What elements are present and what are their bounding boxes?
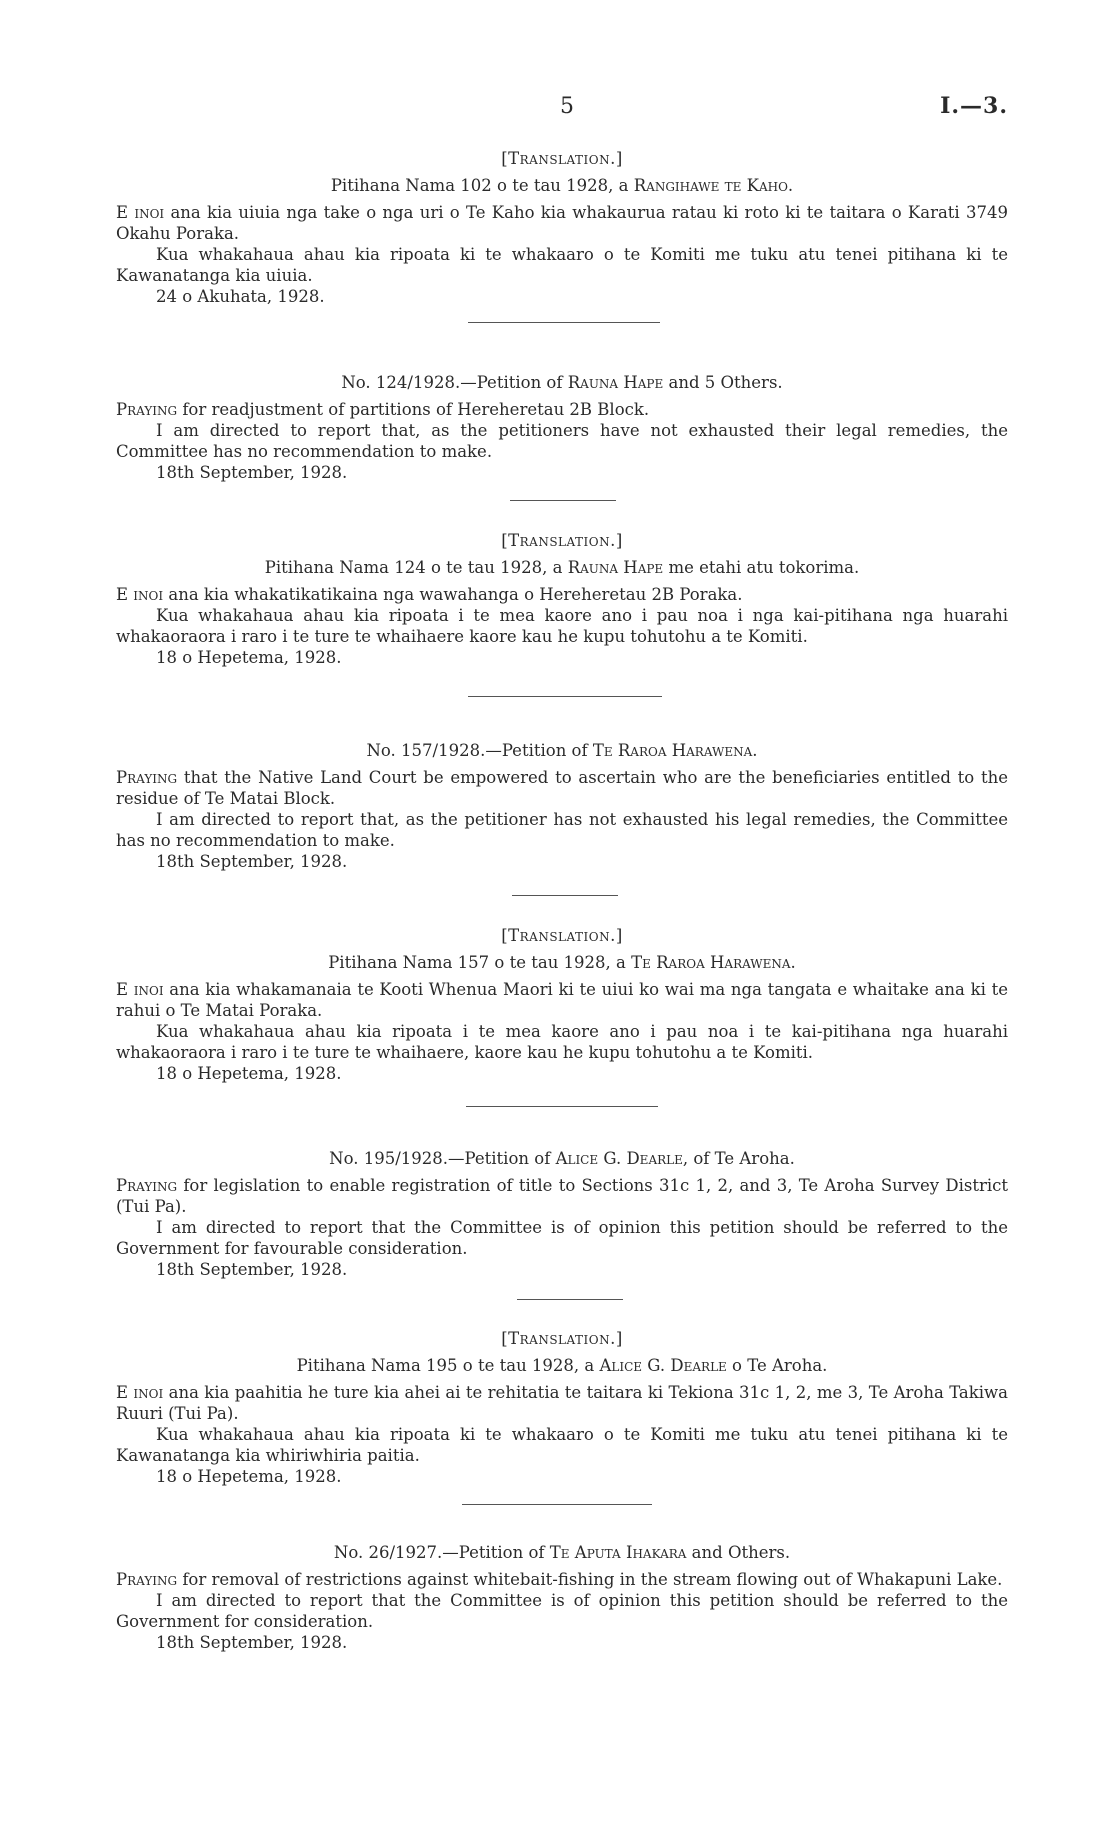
section-divider <box>510 500 616 501</box>
report-paragraph: I am directed to report that, as the petitioner has not exhausted his legal remedies, the Committee has no recommendation to make. <box>116 810 1008 850</box>
section-divider <box>468 696 662 697</box>
section-translation-102 <box>116 148 1008 307</box>
prayer-paragraph: Praying for legislation to enable registration of title to Sections 31c 1, 2, and 3, Te Aroha Survey District (Tui Pa). <box>116 1176 1008 1216</box>
section-translation-157 <box>116 925 1008 1084</box>
document-reference: I.—3. <box>940 93 1008 119</box>
report-paragraph: Kua whakahaua ahau kia ripoata ki te whakaaro o te Komiti me tuku atu tenei pitihana ki te Kawanatanga kia whiriwhiria paitia. <box>116 1425 1008 1465</box>
prayer-paragraph: E inoi ana kia uiuia nga take o nga uri o Te Kaho kia whakaurua ratau ki roto ki te taitara o Karati 3749 Okahu Poraka. <box>116 203 1008 243</box>
page-header <box>0 93 1114 126</box>
section-divider <box>512 895 618 896</box>
section-divider <box>462 1504 652 1505</box>
section-title: Pitihana Nama 124 o te tau 1928, a Rauna Hape me etahi atu tokorima. <box>264 558 860 577</box>
section-petition-124 <box>116 372 1008 483</box>
section-title: Pitihana Nama 102 o te tau 1928, a Rangihawe te Kaho. <box>330 176 794 195</box>
report-paragraph: Kua whakahaua ahau kia ripoata i te mea kaore ano i pau noa i nga kai-pitihana nga huarahi whakaoraora i raro i te ture te whaihaere kaore kau he kupu tohutohu a te Komiti. <box>116 606 1008 646</box>
section-date: 18 o Hepetema, 1928. <box>156 648 342 667</box>
section-title: No. 195/1928.—Petition of Alice G. Dearle, of Te Aroha. <box>329 1149 795 1168</box>
section-date: 18 o Hepetema, 1928. <box>156 1064 342 1083</box>
report-paragraph: I am directed to report that the Committee is of opinion this petition should be referred to the Government for consideration. <box>116 1591 1008 1631</box>
section-date: 24 o Akuhata, 1928. <box>156 287 325 306</box>
page-number: 5 <box>560 94 574 119</box>
section-title: No. 26/1927.—Petition of Te Aputa Ihakara and Others. <box>333 1543 791 1562</box>
section-date: 18th September, 1928. <box>156 1633 348 1652</box>
section-date: 18th September, 1928. <box>156 1260 348 1279</box>
prayer-paragraph: Praying that the Native Land Court be empowered to ascertain who are the beneficiaries entitled to the residue of Te Matai Block. <box>116 768 1008 808</box>
translation-label: [Translation.] <box>501 1329 623 1348</box>
report-paragraph: Kua whakahaua ahau kia ripoata i te mea kaore ano i pau noa i te kai-pitihana nga huarahi whakaoraora i raro i te ture te whaihaere, kaore kau he kupu tohutohu a te Komiti. <box>116 1022 1008 1062</box>
section-title: Pitihana Nama 195 o te tau 1928, a Alice G. Dearle o Te Aroha. <box>296 1356 828 1375</box>
report-paragraph: I am directed to report that, as the petitioners have not exhausted their legal remedies, the Committee has no recommendation to make. <box>116 421 1008 461</box>
section-petition-26-1927 <box>116 1542 1008 1653</box>
section-date: 18 o Hepetema, 1928. <box>156 1467 342 1486</box>
section-translation-195 <box>116 1328 1008 1487</box>
section-divider <box>466 1106 658 1107</box>
section-title: No. 157/1928.—Petition of Te Raroa Harawena. <box>366 741 758 760</box>
section-divider <box>517 1299 623 1300</box>
section-date: 18th September, 1928. <box>156 463 348 482</box>
prayer-paragraph: E inoi ana kia paahitia he ture kia ahei ai te rehitatia te taitara ki Tekiona 31c 1, 2, me 3, Te Aroha Takiwa Ruuri (Tui Pa). <box>116 1383 1008 1423</box>
translation-label: [Translation.] <box>501 531 623 550</box>
section-petition-157 <box>116 740 1008 872</box>
prayer-paragraph: E inoi ana kia whakatikatikaina nga wawahanga o Hereheretau 2B Poraka. <box>116 585 743 604</box>
section-date: 18th September, 1928. <box>156 852 348 871</box>
section-title: No. 124/1928.—Petition of Rauna Hape and 5 Others. <box>341 373 783 392</box>
section-title: Pitihana Nama 157 o te tau 1928, a Te Raroa Harawena. <box>328 953 796 972</box>
translation-label: [Translation.] <box>501 149 623 168</box>
section-petition-195 <box>116 1148 1008 1280</box>
report-paragraph: Kua whakahaua ahau kia ripoata ki te whakaaro o te Komiti me tuku atu tenei pitihana ki te Kawanatanga kia uiuia. <box>116 245 1008 285</box>
prayer-paragraph: Praying for removal of restrictions against whitebait-fishing in the stream flowing out of Whakapuni Lake. <box>116 1570 1003 1589</box>
translation-label: [Translation.] <box>501 926 623 945</box>
prayer-paragraph: E inoi ana kia whakamanaia te Kooti Whenua Maori ki te uiui ko wai ma nga tangata e whaitake ana ki te rahui o Te Matai Poraka. <box>116 980 1008 1020</box>
prayer-paragraph: Praying for readjustment of partitions of Hereheretau 2B Block. <box>116 400 650 419</box>
section-divider <box>468 322 660 323</box>
report-paragraph: I am directed to report that the Committee is of opinion this petition should be referred to the Government for favourable consideration. <box>116 1218 1008 1258</box>
section-translation-124 <box>116 530 1008 668</box>
